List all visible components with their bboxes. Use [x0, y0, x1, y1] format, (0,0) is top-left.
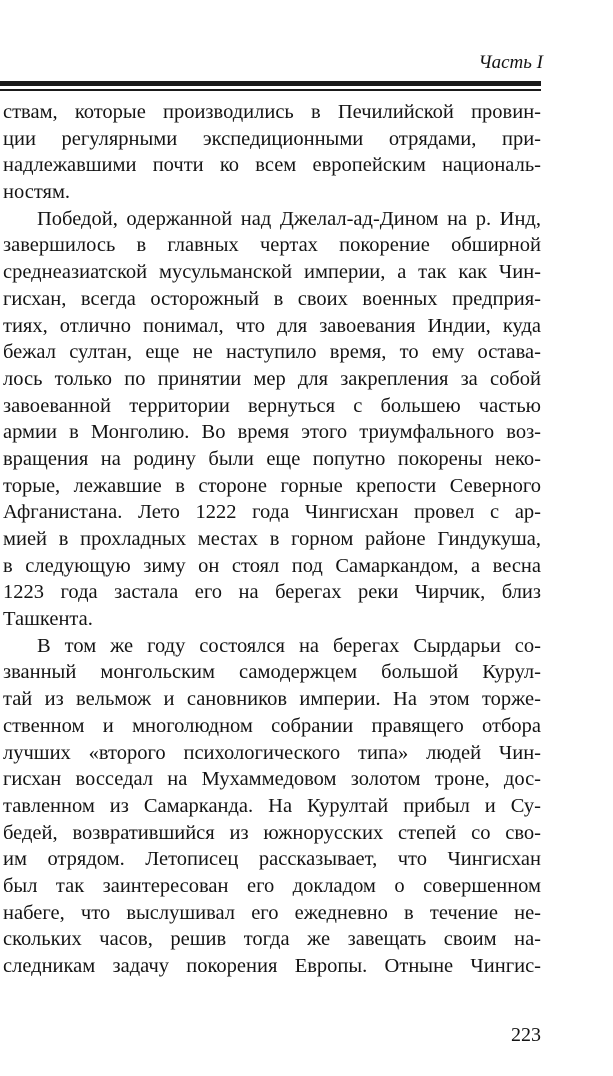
- text-line: тиях, отлично понимал, что для завоевания Индии, куда: [3, 314, 541, 337]
- text-line: гисхан восседал на Мухаммедовом золотом троне, дос-: [3, 768, 541, 791]
- text-line: Победой, одержанной над Джелал-ад-Дином на р. Инд,: [37, 207, 541, 230]
- text-line: вращения на родину были еще попутно покорены неко-: [3, 447, 541, 470]
- text-line: гисхан, всегда осторожный в своих военных предприя-: [3, 287, 541, 310]
- paragraph: [3, 206, 541, 633]
- text-line: лось только по принятии мер для закрепления за собой: [3, 367, 541, 390]
- text-line: завоеванной территории вернуться с большею частью: [3, 394, 541, 417]
- text-line: Ташкента.: [3, 608, 93, 631]
- text-line: скольких часов, решив тогда же завещать своим на-: [3, 928, 541, 951]
- text-line: ствам, которые производились в Печилийской провин-: [3, 101, 541, 123]
- paragraph: [3, 633, 541, 980]
- paragraph: [3, 99, 541, 206]
- text-line: бежал султан, еще не наступило время, то ему остава-: [3, 341, 541, 364]
- header-rule-thick: [0, 81, 541, 86]
- text-line: среднеазиатской мусульманской империи, а так как Чин-: [3, 261, 541, 284]
- running-head: Часть I: [478, 52, 543, 73]
- text-line: 1223 года застала его на берегах реки Чирчик, близ: [3, 581, 541, 604]
- header-rule-thin: [0, 89, 541, 91]
- text-line: в следующую зиму он стоял под Самаркандом, а весна: [3, 554, 541, 577]
- text-line: бедей, возвратившийся из южнорусских степей со сво-: [3, 821, 541, 844]
- text-line: ции регулярными экспедиционными отрядами, при-: [3, 127, 541, 150]
- text-line: В том же году состоялся на берегах Сырдарьи со-: [37, 634, 541, 657]
- text-line: торые, лежавшие в стороне горные крепости Северного: [3, 474, 541, 497]
- text-line: надлежавшими почти ко всем европейским националь-: [3, 154, 541, 177]
- text-line: завершилось в главных чертах покорение обширной: [3, 234, 541, 257]
- body-text: [3, 99, 541, 980]
- text-line: им отрядом. Летописец рассказывает, что Чингисхан: [3, 848, 541, 871]
- text-line: армии в Монголию. Во время этого триумфального воз-: [3, 421, 541, 444]
- text-line: был так заинтересован его докладом о совершенном: [3, 874, 541, 897]
- text-line: лучших «второго психологического типа» людей Чин-: [3, 741, 541, 764]
- text-line: ностям.: [3, 181, 71, 204]
- text-line: тай из вельмож и сановников империи. На этом торже-: [3, 688, 541, 711]
- page-number: 223: [511, 1024, 541, 1046]
- text-line: набеге, что выслушивал его ежедневно в течение не-: [3, 901, 541, 924]
- text-line: следникам задачу покорения Европы. Отныне Чингис-: [3, 955, 541, 977]
- text-line: тавленном из Самарканда. На Курултай прибыл и Су-: [3, 794, 541, 817]
- text-line: ственном и многолюдном собрании правящего отбора: [3, 714, 541, 737]
- text-line: мией в прохладных местах в горном районе Гиндукуша,: [3, 528, 541, 550]
- text-line: Афганистана. Лето 1222 года Чингисхан провел с ар-: [3, 501, 541, 524]
- text-line: званный монгольским самодержцем большой Курул-: [3, 661, 541, 684]
